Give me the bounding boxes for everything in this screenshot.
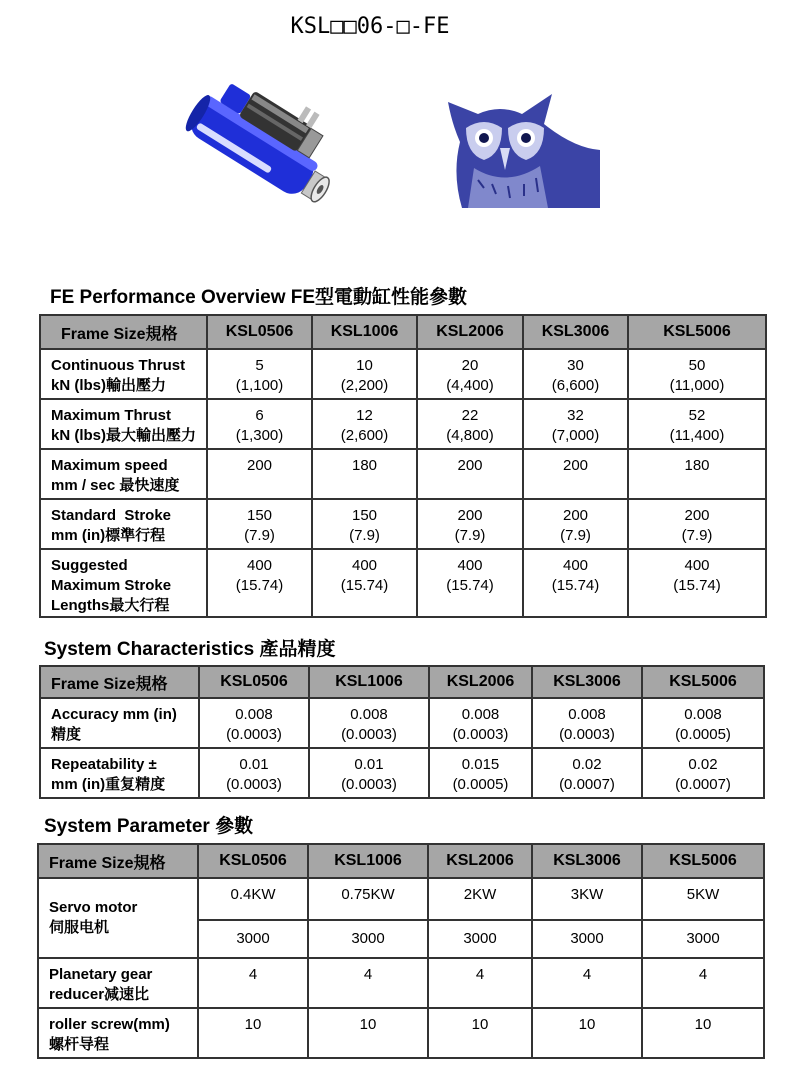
cell: 10 (428, 1008, 532, 1058)
row-label: roller screw(mm) 螺杆导程 (38, 1008, 198, 1058)
row-label: Maximum Thrust kN (lbs)最大輸出壓力 (40, 399, 207, 449)
cell: 0.008 (0.0003) (429, 698, 532, 748)
model-title: KSL□□06-□-FE (290, 14, 450, 39)
cell: 150 (7.9) (312, 499, 417, 549)
cell: 50 (11,000) (628, 349, 766, 399)
cell: 400 (15.74) (523, 549, 628, 617)
row-label: Servo motor 伺服电机 (38, 878, 198, 958)
cell: 10 (198, 1008, 308, 1058)
cell: 30 (6,600) (523, 349, 628, 399)
header-cell: Frame Size規格 (38, 844, 198, 878)
performance-table (39, 314, 767, 618)
cell: 4 (428, 958, 532, 1008)
cell: 20 (4,400) (417, 349, 523, 399)
cell: 22 (4,800) (417, 399, 523, 449)
header-cell: Frame Size規格 (40, 315, 207, 349)
cell: 3000 (308, 920, 428, 958)
table-row (38, 958, 764, 1008)
cell: 3000 (642, 920, 764, 958)
header-cell: KSL3006 (523, 315, 628, 349)
characteristics-title: System Characteristics 產品精度 (44, 639, 336, 660)
cell: 52 (11,400) (628, 399, 766, 449)
cell: 200 (207, 449, 312, 499)
cell: 200 (523, 449, 628, 499)
cell: 12 (2,600) (312, 399, 417, 449)
table-row (40, 748, 764, 798)
cell: 4 (198, 958, 308, 1008)
cell: 5 (1,100) (207, 349, 312, 399)
cell: 400 (15.74) (628, 549, 766, 617)
table-row (40, 698, 764, 748)
cell: 0.008 (0.0003) (532, 698, 642, 748)
cell: 200 (7.9) (417, 499, 523, 549)
cell: 400 (15.74) (312, 549, 417, 617)
table-header-row (40, 315, 766, 349)
header-cell: KSL0506 (199, 666, 309, 698)
table-row (40, 499, 766, 549)
table-header-row (38, 844, 764, 878)
header-cell: KSL5006 (642, 844, 764, 878)
table-row (38, 1008, 764, 1058)
cell: 0.008 (0.0003) (309, 698, 429, 748)
cell: 3000 (532, 920, 642, 958)
cell: 0.01 (0.0003) (199, 748, 309, 798)
header-cell: Frame Size規格 (40, 666, 199, 698)
cell: 0.02 (0.0007) (642, 748, 764, 798)
cell: 400 (15.74) (417, 549, 523, 617)
cell: 5KW (642, 878, 764, 920)
header-cell: KSL2006 (428, 844, 532, 878)
cell: 4 (532, 958, 642, 1008)
owl-image (444, 88, 600, 208)
table-row (38, 878, 764, 920)
cell: 10 (2,200) (312, 349, 417, 399)
performance-title: FE Performance Overview FE型電動缸性能參數 (50, 287, 468, 308)
cell: 32 (7,000) (523, 399, 628, 449)
cell: 3000 (198, 920, 308, 958)
cell: 200 (417, 449, 523, 499)
row-label: Planetary gear reducer减速比 (38, 958, 198, 1008)
cell: 180 (312, 449, 417, 499)
row-label: Continuous Thrust kN (lbs)輸出壓力 (40, 349, 207, 399)
cell: 10 (532, 1008, 642, 1058)
row-label: Standard Stroke mm (in)標準行程 (40, 499, 207, 549)
cell: 180 (628, 449, 766, 499)
row-label: Maximum speed mm / sec 最快速度 (40, 449, 207, 499)
cell: 0.015 (0.0005) (429, 748, 532, 798)
table-row (40, 549, 766, 617)
cell: 200 (7.9) (523, 499, 628, 549)
header-cell: KSL1006 (309, 666, 429, 698)
parameter-title: System Parameter 參數 (44, 816, 254, 837)
cell: 0.02 (0.0007) (532, 748, 642, 798)
header-cell: KSL1006 (312, 315, 417, 349)
parameter-table (37, 843, 765, 1059)
cell: 0.008 (0.0003) (199, 698, 309, 748)
header-cell: KSL5006 (628, 315, 766, 349)
table-row (40, 399, 766, 449)
header-cell: KSL3006 (532, 666, 642, 698)
characteristics-table (39, 665, 765, 799)
cell: 0.01 (0.0003) (309, 748, 429, 798)
cell: 0.4KW (198, 878, 308, 920)
actuator-image (178, 78, 338, 228)
table-row (40, 349, 766, 399)
header-cell: KSL2006 (417, 315, 523, 349)
header-cell: KSL1006 (308, 844, 428, 878)
cell: 4 (642, 958, 764, 1008)
cell: 6 (1,300) (207, 399, 312, 449)
cell: 10 (642, 1008, 764, 1058)
cell: 150 (7.9) (207, 499, 312, 549)
header-cell: KSL3006 (532, 844, 642, 878)
header-cell: KSL0506 (207, 315, 312, 349)
cell: 2KW (428, 878, 532, 920)
table-row (40, 449, 766, 499)
cell: 0.008 (0.0005) (642, 698, 764, 748)
row-label: Repeatability ± mm (in)重复精度 (40, 748, 199, 798)
row-label: Suggested Maximum Stroke Lengths最大行程 (40, 549, 207, 617)
cell: 3KW (532, 878, 642, 920)
cell: 0.75KW (308, 878, 428, 920)
cell: 200 (7.9) (628, 499, 766, 549)
row-label: Accuracy mm (in) 精度 (40, 698, 199, 748)
table-header-row (40, 666, 764, 698)
cell: 3000 (428, 920, 532, 958)
cell: 4 (308, 958, 428, 1008)
header-cell: KSL5006 (642, 666, 764, 698)
header-cell: KSL2006 (429, 666, 532, 698)
cell: 400 (15.74) (207, 549, 312, 617)
cell: 10 (308, 1008, 428, 1058)
header-cell: KSL0506 (198, 844, 308, 878)
